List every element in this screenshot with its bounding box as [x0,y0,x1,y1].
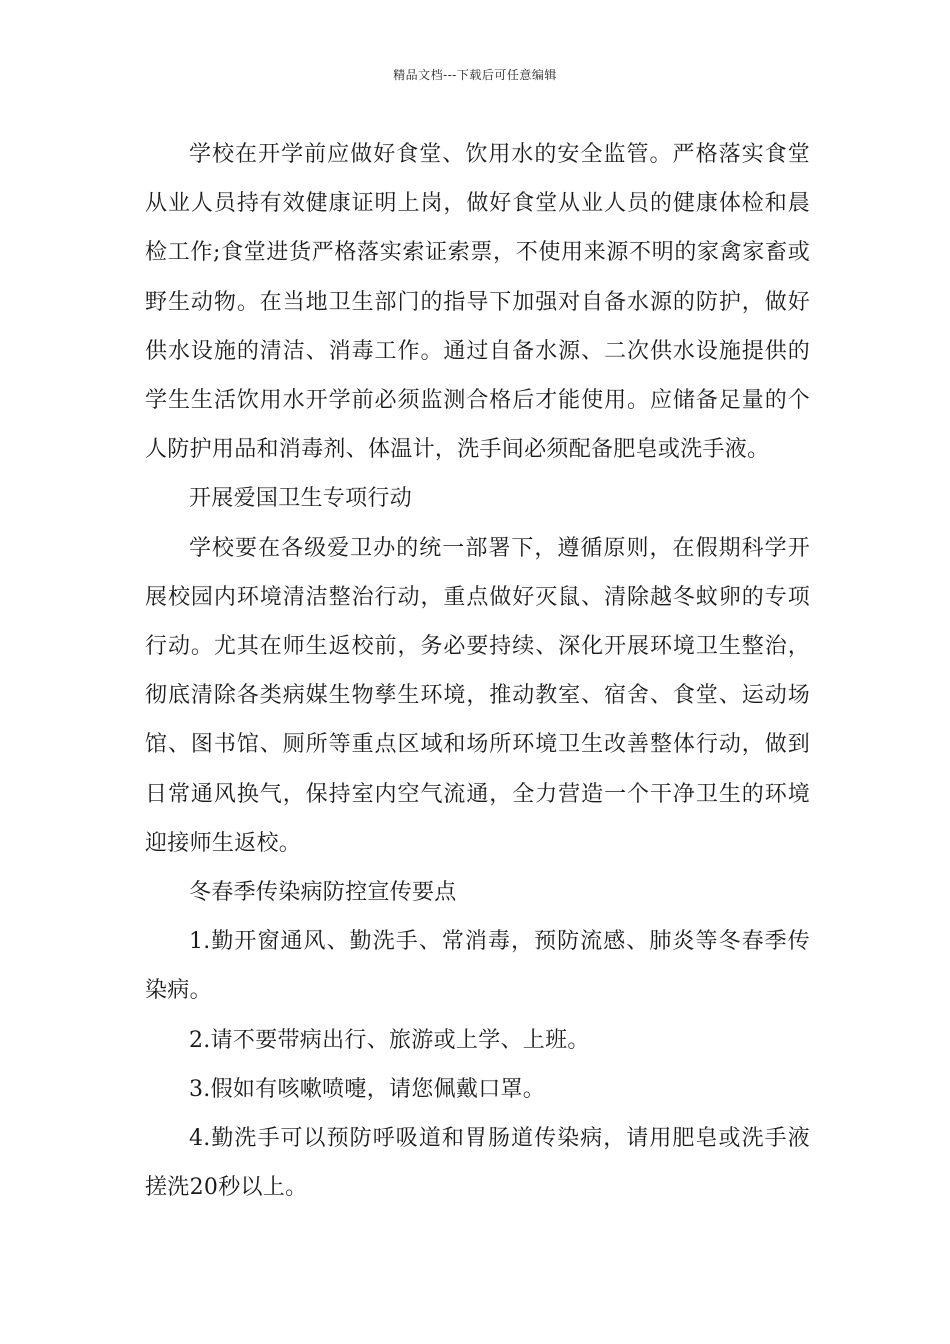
paragraph-campus-cleanup: 学校要在各级爱卫办的统一部署下，遵循原则，在假期科学开展校园内环境清洁整治行动，重点做好灭鼠、清除越冬蚊卵的专项行动。尤其在师生返校前，务必要持续、深化开展环境卫生整治，彻底清除各类病媒生物孳生环境，推动教室、宿舍、食堂、运动场馆、图书馆、厕所等重点区域和场所环境卫生改善整体行动，做到日常通风换气，保持室内空气流通，全力营造一个干净卫生的环境迎接师生返校。 [145,535,810,856]
list-item-point-2: 2.请不要带病出行、旅游或上学、上班。 [189,1027,590,1053]
paragraph-canteen-water-safety: 学校在开学前应做好食堂、饮用水的安全监管。严格落实食堂从业人员持有效健康证明上岗，做好食堂从业人员的健康体检和晨检工作;食堂进货严格落实索证索票，不使用来源不明的家禽家畜或野生动物。在当地卫生部门的指导下加强对自备水源的防护，做好供水设施的清洁、消毒工作。通过自备水源、二次供水设施提供的学生生活饮用水开学前必须监测合格后才能使用。应储备足量的个人防护用品和消毒剂、体温计，洗手间必须配备肥皂或洗手液。 [145,142,810,463]
list-item-point-4: 4.勤洗手可以预防呼吸道和胃肠道传染病，请用肥皂或洗手液搓洗20秒以上。 [145,1126,810,1201]
list-item-point-1: 1.勤开窗通风、勤洗手、常消毒，预防流感、肺炎等冬春季传染病。 [145,929,810,1004]
document-body [145,130,810,1212]
section-heading-patriotic-health: 开展爱国卫生专项行动 [189,486,413,512]
section-heading-prevention-points: 冬春季传染病防控宣传要点 [189,880,457,906]
page-header: 精品文档---下载后可任意编辑 [393,68,557,82]
list-item-point-3: 3.假如有咳嗽喷嚏，请您佩戴口罩。 [189,1076,546,1102]
